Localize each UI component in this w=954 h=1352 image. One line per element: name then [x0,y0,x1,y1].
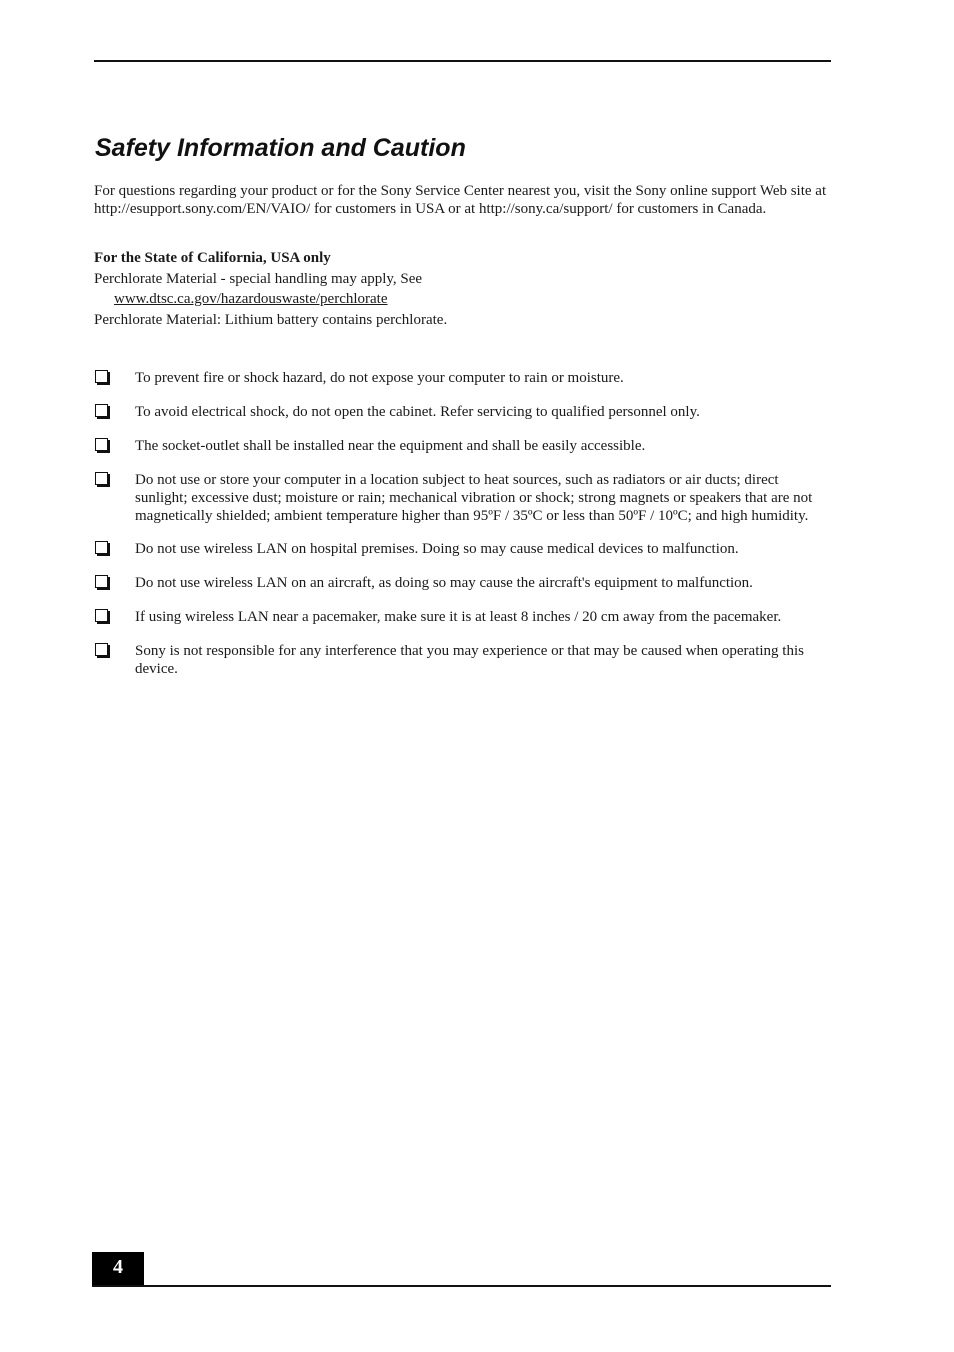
perchlorate-line-1: Perchlorate Material - special handling may apply, See [94,270,423,287]
california-notice [94,248,834,330]
page-number-tab [92,1252,144,1287]
list-item [94,540,834,558]
list-item [94,369,834,387]
list-item-text: Do not use or store your computer in a location subject to heat sources, such as radiators or air ducts; direct sunlight; excessive dust; moisture or rain; mechanical vibration or shock; strong magnets or speakers that are not magnetically shielded; ambient temperature higher than 95ºF / 35ºC or less than 50ºF / 10ºC; and high humidity. [135,472,813,524]
checkbox-bullet-icon [95,472,108,485]
list-item-text: If using wireless LAN near a pacemaker, make sure it is at least 8 inches / 20 cm away from the pacemaker. [135,609,782,625]
footer-rule [92,1285,831,1287]
california-heading: For the State of California, USA only [94,250,331,266]
caution-list [94,369,834,694]
perchlorate-line-2: Perchlorate Material: Lithium battery contains perchlorate. [94,311,448,328]
intro-paragraph: For questions regarding your product or for the Sony Service Center nearest you, visit the Sony online support Web site at http://esupport.sony.com/EN/VAIO/ for customers in USA or at http://sony.ca/support/ for customers in Canada. [94,183,827,217]
list-item-text: To prevent fire or shock hazard, do not expose your computer to rain or moisture. [135,370,624,386]
checkbox-bullet-icon [95,404,108,417]
perchlorate-link[interactable]: www.dtsc.ca.gov/hazardouswaste/perchlorate [114,291,388,307]
checkbox-bullet-icon [95,370,108,383]
list-item [94,403,834,421]
list-item-text: Sony is not responsible for any interference that you may experience or that may be caused when operating this device. [135,643,804,677]
list-item-text: The socket-outlet shall be installed near the equipment and shall be easily accessible. [135,438,646,454]
list-item [94,608,834,626]
header-rule [94,60,831,62]
list-item-text: Do not use wireless LAN on an aircraft, as doing so may cause the aircraft's equipment to malfunction. [135,575,753,591]
page-number: 4 [113,1256,123,1278]
checkbox-bullet-icon [95,609,108,622]
list-item [94,642,834,678]
list-item-text: To avoid electrical shock, do not open the cabinet. Refer servicing to qualified personnel only. [135,404,700,420]
checkbox-bullet-icon [95,541,108,554]
list-item-text: Do not use wireless LAN on hospital premises. Doing so may cause medical devices to malfunction. [135,541,739,557]
page-title: Safety Information and Caution [95,134,466,162]
list-item [94,574,834,592]
list-item [94,437,834,455]
checkbox-bullet-icon [95,575,108,588]
list-item [94,471,834,525]
checkbox-bullet-icon [95,438,108,451]
checkbox-bullet-icon [95,643,108,656]
